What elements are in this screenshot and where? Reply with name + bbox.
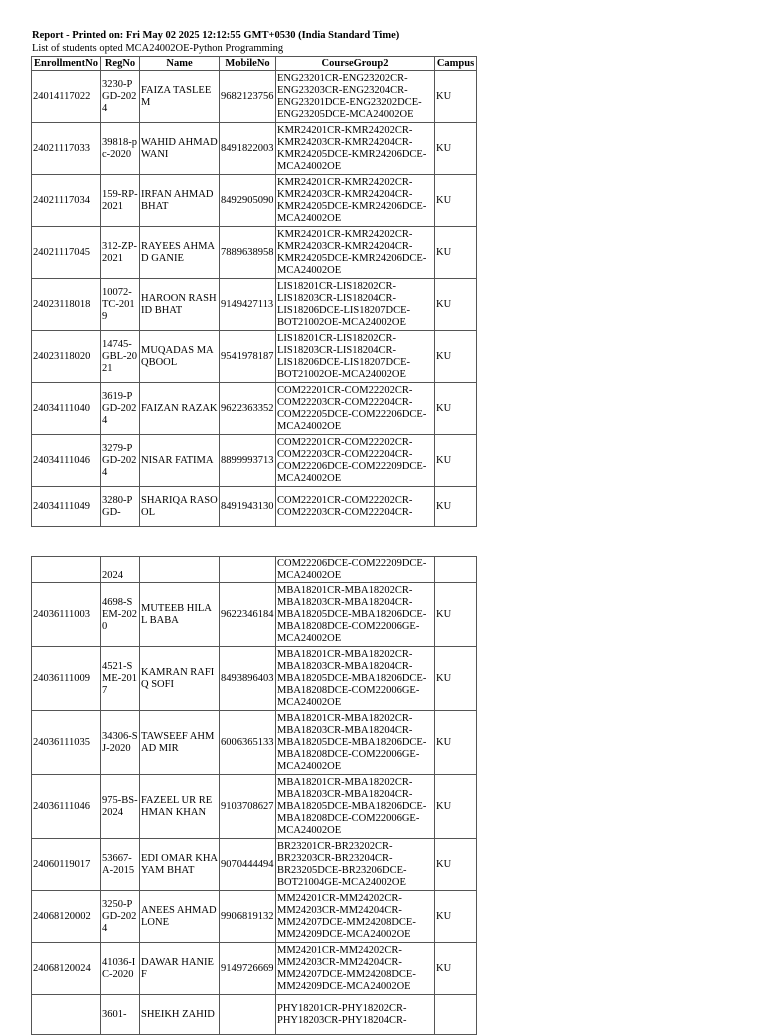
cell-coursegroup: LIS18201CR-LIS18202CR-LIS18203CR-LIS18204CR-LIS18206DCE-LIS18207DCE-BOT21002OE-MCA24002OE (276, 279, 435, 331)
cell-campus: KU (435, 487, 477, 527)
table-row (32, 775, 477, 839)
cell-coursegroup: COM22201CR-COM22202CR-COM22203CR-COM22204CR-COM22205DCE-COM22206DCE-MCA24002OE (276, 383, 435, 435)
cell-regno: 41036-IC-2020 (101, 943, 140, 995)
table-row (32, 711, 477, 775)
cell-campus: KU (435, 227, 477, 279)
col-enrollment-header: EnrollmentNo (32, 57, 101, 71)
report-subtitle: List of students opted MCA24002OE-Python Programming (32, 43, 284, 54)
cell-coursegroup: MBA18201CR-MBA18202CR-MBA18203CR-MBA18204CR-MBA18205DCE-MBA18206DCE-MBA18208DCE-COM22006GE-MCA24002OE (276, 775, 435, 839)
cell-name: RAYEES AHMAD GANIE (140, 227, 220, 279)
cell-mobile: 8492905090 (220, 175, 276, 227)
cell-name: KAMRAN RAFIQ SOFI (140, 647, 220, 711)
cell-enrollment: 24034111046 (32, 435, 101, 487)
cell-coursegroup: PHY18201CR-PHY18202CR-PHY18203CR-PHY18204CR- (276, 995, 435, 1035)
cell-regno: 10072-TC-2019 (101, 279, 140, 331)
table-row (32, 839, 477, 891)
cell-campus: KU (435, 891, 477, 943)
cell-coursegroup: MBA18201CR-MBA18202CR-MBA18203CR-MBA18204CR-MBA18205DCE-MBA18206DCE-MBA18208DCE-COM22006GE-MCA24002OE (276, 583, 435, 647)
table-row (32, 583, 477, 647)
cell-name: FAZEEL UR REHMAN KHAN (140, 775, 220, 839)
cell-regno: 2024 (101, 557, 140, 583)
table-row (32, 227, 477, 279)
cell-mobile: 8491943130 (220, 487, 276, 527)
cell-coursegroup: BR23201CR-BR23202CR-BR23203CR-BR23204CR-BR23205DCE-BR23206DCE-BOT21004GE-MCA24002OE (276, 839, 435, 891)
cell-mobile: 8493896403 (220, 647, 276, 711)
cell-mobile: 9682123756 (220, 71, 276, 123)
cell-campus: KU (435, 775, 477, 839)
cell-enrollment: 24036111035 (32, 711, 101, 775)
cell-regno: 4521-SME-2017 (101, 647, 140, 711)
cell-regno: 39818-pc-2020 (101, 123, 140, 175)
cell-mobile: 9070444494 (220, 839, 276, 891)
cell-enrollment: 24023118018 (32, 279, 101, 331)
cell-mobile: 7889638958 (220, 227, 276, 279)
cell-campus (435, 557, 477, 583)
cell-coursegroup: KMR24201CR-KMR24202CR-KMR24203CR-KMR24204CR-KMR24205DCE-KMR24206DCE-MCA24002OE (276, 123, 435, 175)
cell-mobile: 8899993713 (220, 435, 276, 487)
cell-enrollment: 24014117022 (32, 71, 101, 123)
cell-enrollment (32, 995, 101, 1035)
cell-coursegroup: KMR24201CR-KMR24202CR-KMR24203CR-KMR24204CR-KMR24205DCE-KMR24206DCE-MCA24002OE (276, 227, 435, 279)
cell-enrollment: 24068120002 (32, 891, 101, 943)
cell-coursegroup: MM24201CR-MM24202CR-MM24203CR-MM24204CR-MM24207DCE-MM24208DCE-MM24209DCE-MCA24002OE (276, 943, 435, 995)
cell-coursegroup: MBA18201CR-MBA18202CR-MBA18203CR-MBA18204CR-MBA18205DCE-MBA18206DCE-MBA18208DCE-COM22006GE-MCA24002OE (276, 647, 435, 711)
cell-enrollment: 24036111046 (32, 775, 101, 839)
cell-mobile: 9149427113 (220, 279, 276, 331)
cell-name: MUQADAS MAQBOOL (140, 331, 220, 383)
cell-coursegroup: ENG23201CR-ENG23202CR-ENG23203CR-ENG23204CR-ENG23201DCE-ENG23202DCE-ENG23205DCE-MCA24002OE (276, 71, 435, 123)
students-table (31, 56, 477, 527)
cell-regno: 3601- (101, 995, 140, 1035)
cell-campus: KU (435, 123, 477, 175)
cell-campus: KU (435, 583, 477, 647)
cell-name: WAHID AHMAD WANI (140, 123, 220, 175)
table-row (32, 175, 477, 227)
cell-name: IRFAN AHMAD BHAT (140, 175, 220, 227)
table-row (32, 487, 477, 527)
cell-enrollment: 24034111040 (32, 383, 101, 435)
cell-regno: 3619-PGD-2024 (101, 383, 140, 435)
report-title: Report - Printed on: Fri May 02 2025 12:12:55 GMT+0530 (India Standard Time) (32, 30, 400, 41)
cell-campus: KU (435, 839, 477, 891)
cell-campus: KU (435, 943, 477, 995)
cell-regno: 53667-A-2015 (101, 839, 140, 891)
cell-campus: KU (435, 711, 477, 775)
table-row-continuation (32, 557, 477, 583)
table-header-row (32, 57, 477, 71)
col-campus-header: Campus (435, 57, 477, 71)
cell-name: ANEES AHMAD LONE (140, 891, 220, 943)
col-regno-header: RegNo (101, 57, 140, 71)
table-row (32, 647, 477, 711)
table-row (32, 71, 477, 123)
cell-campus: KU (435, 647, 477, 711)
cell-enrollment: 24036111009 (32, 647, 101, 711)
cell-name: NISAR FATIMA (140, 435, 220, 487)
table-row (32, 943, 477, 995)
cell-name: DAWAR HANIEF (140, 943, 220, 995)
report-page-2 (0, 558, 768, 1026)
cell-name: FAIZAN RAZAK (140, 383, 220, 435)
cell-mobile: 9541978187 (220, 331, 276, 383)
cell-enrollment: 24060119017 (32, 839, 101, 891)
cell-name: FAIZA TASLEEM (140, 71, 220, 123)
cell-enrollment: 24034111049 (32, 487, 101, 527)
cell-enrollment: 24036111003 (32, 583, 101, 647)
cell-coursegroup: MBA18201CR-MBA18202CR-MBA18203CR-MBA18204CR-MBA18205DCE-MBA18206DCE-MBA18208DCE-COM22006GE-MCA24002OE (276, 711, 435, 775)
col-mobile-header: MobileNo (220, 57, 276, 71)
cell-campus: KU (435, 435, 477, 487)
cell-name: MUTEEB HILAL BABA (140, 583, 220, 647)
cell-regno: 3250-PGD-2024 (101, 891, 140, 943)
cell-mobile: 9622363352 (220, 383, 276, 435)
cell-coursegroup: COM22201CR-COM22202CR-COM22203CR-COM22204CR- (276, 487, 435, 527)
cell-mobile: 8491822003 (220, 123, 276, 175)
cell-mobile: 9906819132 (220, 891, 276, 943)
cell-regno: 4698-SEM-2020 (101, 583, 140, 647)
cell-name: EDI OMAR KHAYAM BHAT (140, 839, 220, 891)
cell-enrollment: 24021117034 (32, 175, 101, 227)
cell-campus (435, 995, 477, 1035)
cell-enrollment (32, 557, 101, 583)
cell-mobile (220, 995, 276, 1035)
table-row (32, 383, 477, 435)
cell-campus: KU (435, 383, 477, 435)
cell-name: HAROON RASHID BHAT (140, 279, 220, 331)
cell-regno: 14745-GBL-2021 (101, 331, 140, 383)
table-row (32, 331, 477, 383)
cell-coursegroup: MM24201CR-MM24202CR-MM24203CR-MM24204CR-MM24207DCE-MM24208DCE-MM24209DCE-MCA24002OE (276, 891, 435, 943)
cell-name (140, 557, 220, 583)
cell-regno: 3279-PGD-2024 (101, 435, 140, 487)
cell-regno: 975-BS-2024 (101, 775, 140, 839)
cell-name: TAWSEEF AHMAD MIR (140, 711, 220, 775)
cell-coursegroup: COM22201CR-COM22202CR-COM22203CR-COM22204CR-COM22206DCE-COM22209DCE-MCA24002OE (276, 435, 435, 487)
cell-regno: 34306-SJ-2020 (101, 711, 140, 775)
cell-regno: 3230-PGD-2024 (101, 71, 140, 123)
cell-regno: 3280-PGD- (101, 487, 140, 527)
cell-regno: 159-RP-2021 (101, 175, 140, 227)
col-coursegroup-header: CourseGroup2 (276, 57, 435, 71)
table-row (32, 123, 477, 175)
cell-mobile (220, 557, 276, 583)
cell-coursegroup: COM22206DCE-COM22209DCE-MCA24002OE (276, 557, 435, 583)
cell-mobile: 9149726669 (220, 943, 276, 995)
table-row (32, 891, 477, 943)
table-row (32, 435, 477, 487)
cell-campus: KU (435, 279, 477, 331)
cell-mobile: 9103708627 (220, 775, 276, 839)
cell-name: SHEIKH ZAHID (140, 995, 220, 1035)
cell-enrollment: 24021117045 (32, 227, 101, 279)
table-row (32, 995, 477, 1035)
cell-campus: KU (435, 71, 477, 123)
cell-mobile: 9622346184 (220, 583, 276, 647)
students-table-continued (31, 556, 477, 1035)
cell-coursegroup: LIS18201CR-LIS18202CR-LIS18203CR-LIS18204CR-LIS18206DCE-LIS18207DCE-BOT21002OE-MCA24002OE (276, 331, 435, 383)
table-row (32, 279, 477, 331)
report-page-1 (0, 0, 768, 517)
cell-enrollment: 24021117033 (32, 123, 101, 175)
cell-coursegroup: KMR24201CR-KMR24202CR-KMR24203CR-KMR24204CR-KMR24205DCE-KMR24206DCE-MCA24002OE (276, 175, 435, 227)
cell-campus: KU (435, 331, 477, 383)
col-name-header: Name (140, 57, 220, 71)
cell-mobile: 6006365133 (220, 711, 276, 775)
cell-regno: 312-ZP-2021 (101, 227, 140, 279)
cell-campus: KU (435, 175, 477, 227)
cell-enrollment: 24023118020 (32, 331, 101, 383)
cell-enrollment: 24068120024 (32, 943, 101, 995)
cell-name: SHARIQA RASOOL (140, 487, 220, 527)
